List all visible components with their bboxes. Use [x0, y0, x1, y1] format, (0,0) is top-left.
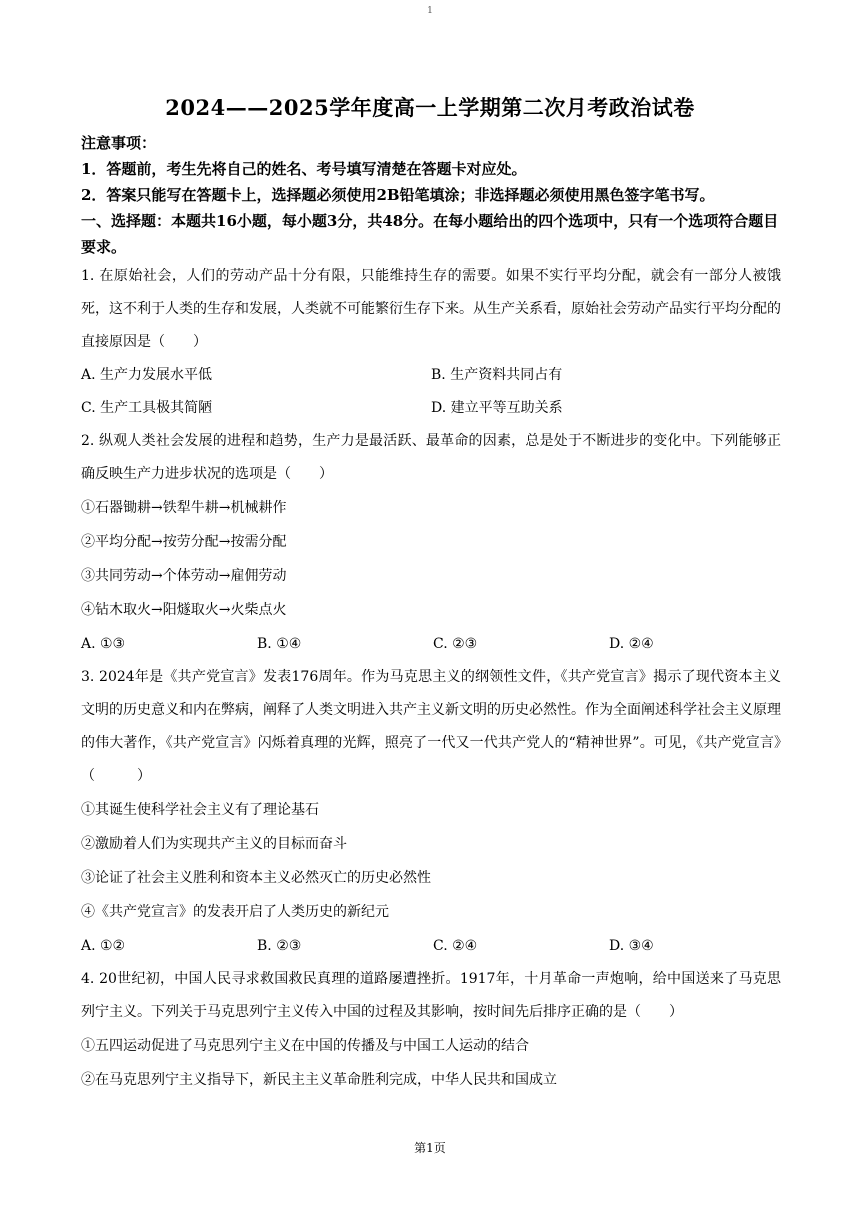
question-1 [81, 260, 781, 425]
document-body [81, 130, 781, 1097]
options-row [81, 627, 781, 661]
option-d: D. 建立平等互助关系 [431, 400, 563, 416]
option-d: D. ②④ [609, 636, 654, 652]
question-stem: 1. 在原始社会，人们的劳动产品十分有限，只能维持生存的需要。如果不实行平均分配，就会有一部分人被饿死，这不利于人类的生存和发展，人类就不可能繁衍生存下来。从生产关系看，原始社会劳动产品实行平均分配的直接原因是（ ） [81, 268, 781, 350]
options-row [81, 929, 781, 963]
question-3 [81, 661, 781, 963]
option-a: A. ①③ [81, 636, 126, 652]
note-item: 2．答案只能写在答题卡上，选择题必须使用2B铅笔填涂；非选择题必须使用黑色签字笔书写。 [81, 186, 715, 204]
statement-item: ④钻木取火→阳燧取火→火柴点火 [81, 602, 287, 618]
option-b: B. 生产资料共同占有 [431, 367, 563, 383]
statement-item: ①其诞生使科学社会主义有了理论基石 [81, 802, 319, 818]
option-b: B. ②③ [257, 938, 302, 954]
statement-item: ③论证了社会主义胜利和资本主义必然灭亡的历史必然性 [81, 870, 431, 886]
statement-item: ③共同劳动→个体劳动→雇佣劳动 [81, 568, 287, 584]
statement-item: ①石器锄耕→铁犁牛耕→机械耕作 [81, 500, 287, 516]
notes-heading: 注意事项： [81, 134, 157, 152]
option-d: D. ③④ [609, 938, 654, 954]
option-c: C. ②③ [433, 636, 478, 652]
page-number: 第1页 [414, 1141, 446, 1155]
option-a: A. ①② [81, 938, 126, 954]
exam-title: 2024——2025学年度高一上学期第二次月考政治试卷 [165, 95, 695, 120]
option-a: A. 生产力发展水平低 [81, 367, 213, 383]
options-grid [81, 359, 781, 425]
option-c: C. ②④ [433, 938, 478, 954]
question-stem: 4. 20世纪初，中国人民寻求救国救民真理的道路屡遭挫折。1917年，十月革命一声炮响，给中国送来了马克思列宁主义。下列关于马克思列宁主义传入中国的过程及其影响，按时间先后排序正确的是（ ） [81, 971, 781, 1020]
section-heading: 一、选择题：本题共16小题，每小题3分，共48分。在每小题给出的四个选项中，只有一个选项符合题目要求。 [81, 212, 779, 256]
statement-item: ②激励着人们为实现共产主义的目标而奋斗 [81, 836, 347, 852]
option-b: B. ①④ [257, 636, 302, 652]
note-item: 1．答题前，考生先将自己的姓名、考号填写清楚在答题卡对应处。 [81, 160, 527, 178]
question-4 [81, 963, 781, 1097]
question-stem: 2. 纵观人类社会发展的进程和趋势，生产力是最活跃、最革命的因素，总是处于不断进步的变化中。下列能够正确反映生产力进步状况的选项是（ ） [81, 433, 781, 482]
page-top-mark: 1 [427, 6, 433, 16]
statement-item: ②在马克思列宁主义指导下，新民主主义革命胜利完成，中华人民共和国成立 [81, 1072, 557, 1088]
statement-item: ②平均分配→按劳分配→按需分配 [81, 534, 287, 550]
question-2 [81, 425, 781, 661]
statement-item: ④《共产党宣言》的发表开启了人类历史的新纪元 [81, 904, 389, 920]
option-c: C. 生产工具极其简陋 [81, 400, 213, 416]
statement-item: ①五四运动促进了马克思列宁主义在中国的传播及与中国工人运动的结合 [81, 1038, 529, 1054]
question-stem: 3. 2024年是《共产党宣言》发表176周年。作为马克思主义的纲领性文件，《共产党宣言》揭示了现代资本主义文明的历史意义和内在弊病，阐释了人类文明进入共产主义新文明的历史必然性。作为全面阐述科学社会主义原理的伟大著作，《共产党宣言》闪烁着真理的光辉，照亮了一代又一代共产党人的“精神世界”。可见，《共产党宣言》（ ） [81, 669, 781, 784]
